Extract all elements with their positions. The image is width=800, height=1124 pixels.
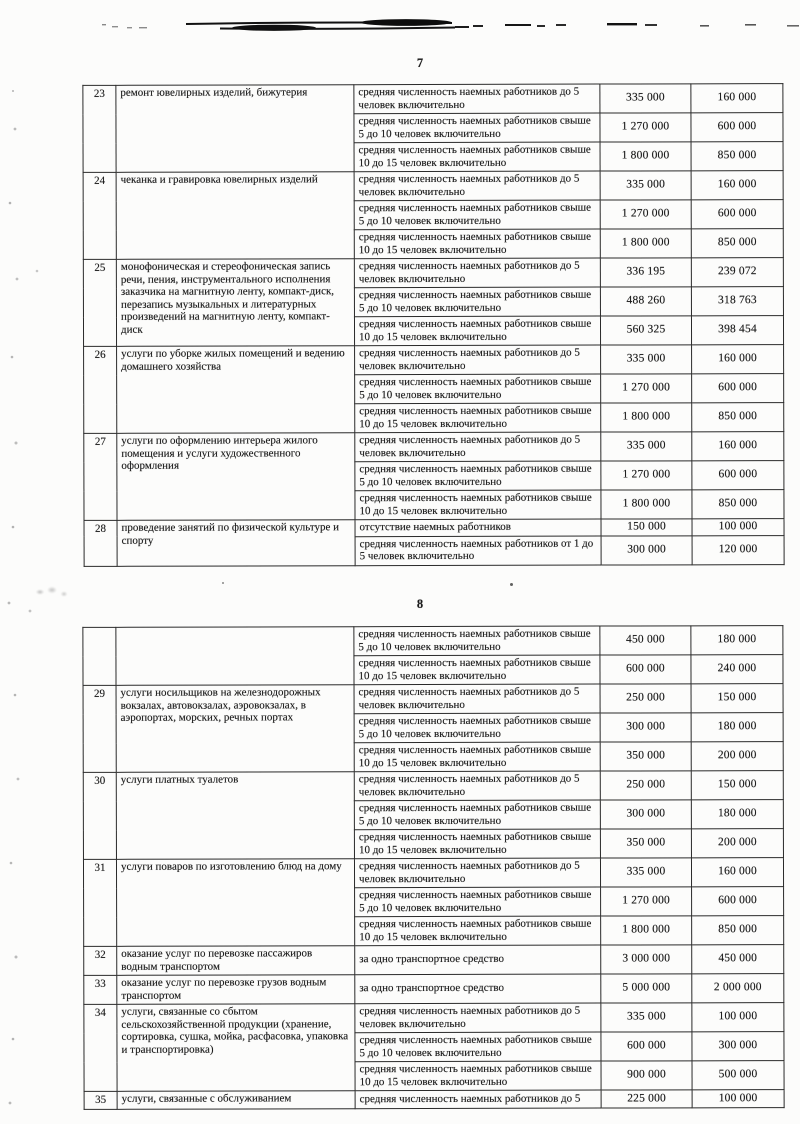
row-number-cell: 35 xyxy=(84,1091,117,1109)
amount-2-cell: 160 000 xyxy=(692,432,784,461)
amount-2-cell: 450 000 xyxy=(692,945,784,974)
amount-2-cell: 239 072 xyxy=(691,258,783,287)
amount-2-cell: 850 000 xyxy=(691,142,783,171)
employee-count-condition-cell: средняя численность наемных работников свыше 10 до 15 человек включительно xyxy=(355,490,601,520)
table-row xyxy=(84,1090,784,1109)
amount-1-cell: 600 000 xyxy=(601,1032,692,1061)
amount-1-cell: 335 000 xyxy=(601,1003,692,1032)
amount-2-cell: 850 000 xyxy=(691,229,783,258)
amount-1-cell: 488 260 xyxy=(600,287,691,316)
employee-count-condition-cell: средняя численность наемных работников свыше 5 до 10 человек включительно xyxy=(355,374,601,404)
amount-1-cell: 336 195 xyxy=(600,258,691,287)
amount-1-cell: 350 000 xyxy=(600,742,691,771)
employee-count-condition-cell: средняя численность наемных работников свыше 5 до 10 человек включительно xyxy=(354,800,600,830)
employee-count-condition-cell: средняя численность наемных работников свыше 10 до 15 человек включительно xyxy=(354,316,600,346)
amount-2-cell: 600 000 xyxy=(691,200,783,229)
employee-count-condition-cell: средняя численность наемных работников свыше 5 до 10 человек включительно xyxy=(355,1032,601,1062)
row-number-cell: 34 xyxy=(84,1004,117,1091)
table-row xyxy=(83,171,783,202)
table-row xyxy=(84,1003,784,1034)
amount-2-cell: 850 000 xyxy=(692,403,784,432)
service-description-cell: ремонт ювелирных изделий, бижутерия xyxy=(116,85,354,173)
service-description-cell: монофоническая и стереофоническая запись речи, пения, инструментального исполнения заказчика на магнитную ленту, компакт-диск, перезапись музыкальных и литературных произведений на магнитную ленту, компакт-диск xyxy=(116,259,354,347)
page-8-block xyxy=(83,597,785,1109)
row-number-cell: 25 xyxy=(83,259,116,346)
service-description-cell: услуги по уборке жилых помещений и ведению домашнего хозяйства xyxy=(117,346,355,434)
employee-count-condition-cell: средняя численность наемных работников от 1 до 5 человек включительно xyxy=(355,536,601,566)
employee-count-condition-cell: средняя численность наемных работников до 5 человек включительно xyxy=(354,258,600,288)
amount-1-cell: 1 270 000 xyxy=(601,461,692,490)
table-row xyxy=(83,858,783,889)
service-description-cell: оказание услуг по перевозке грузов водным транспортом xyxy=(117,975,355,1005)
page-number: 7 xyxy=(416,56,424,70)
amount-2-cell: 160 000 xyxy=(691,858,783,887)
service-description-cell: услуги, связанные с обслуживанием xyxy=(117,1091,355,1109)
employee-count-condition-cell: средняя численность наемных работников до 5 человек включительно xyxy=(354,171,600,201)
row-number-cell: 23 xyxy=(83,85,116,172)
employee-count-condition-cell: средняя численность наемных работников до 5 человек включительно xyxy=(355,345,601,375)
amount-1-cell: 335 000 xyxy=(601,432,692,461)
employee-count-condition-cell: средняя численность наемных работников свыше 10 до 15 человек включительно xyxy=(354,742,600,772)
employee-count-condition-cell: средняя численность наемных работников свыше 10 до 15 человек включительно xyxy=(354,229,600,259)
amount-1-cell: 300 000 xyxy=(601,535,692,564)
service-description-cell: услуги, связанные со сбытом сельскохозяйственной продукции (хранение, сортировка, сушка, мойка, расфасовка, упаковка и транспортировка) xyxy=(117,1004,355,1092)
scan-noise-left-margin xyxy=(12,90,14,92)
service-description-cell: услуги платных туалетов xyxy=(116,772,354,860)
employee-count-condition-cell: средняя численность наемных работников до 5 xyxy=(355,1090,601,1108)
scan-artifact-smear xyxy=(0,0,800,50)
employee-count-condition-cell: средняя численность наемных работников свыше 5 до 10 человек включительно xyxy=(354,713,600,743)
amount-2-cell: 160 000 xyxy=(691,171,783,200)
employee-count-condition-cell: средняя численность наемных работников свыше 5 до 10 человек включительно xyxy=(355,461,601,491)
employee-count-condition-cell: средняя численность наемных работников свыше 10 до 15 человек включительно xyxy=(355,1061,601,1091)
employee-count-condition-cell: средняя численность наемных работников свыше 5 до 10 человек включительно xyxy=(354,287,600,317)
employee-count-condition-cell: средняя численность наемных работников свыше 5 до 10 человек включительно xyxy=(354,113,600,143)
row-number-cell: 24 xyxy=(83,172,116,259)
row-number-cell xyxy=(83,627,116,685)
amount-2-cell: 600 000 xyxy=(692,374,784,403)
amount-2-cell: 2 000 000 xyxy=(692,974,784,1003)
amount-2-cell: 318 763 xyxy=(691,287,783,316)
amount-1-cell: 5 000 000 xyxy=(601,974,692,1003)
amount-1-cell: 1 800 000 xyxy=(601,916,692,945)
service-description-cell: услуги носильщиков на железнодорожных вокзалах, автовокзалах, аэровокзалах, в аэропортах, морских, речных портах xyxy=(116,685,354,773)
amount-1-cell: 335 000 xyxy=(600,171,691,200)
amount-1-cell: 335 000 xyxy=(600,84,691,113)
employee-count-condition-cell: за одно транспортное средство xyxy=(355,945,601,975)
amount-1-cell: 560 325 xyxy=(600,316,691,345)
table-row xyxy=(83,84,783,115)
amount-1-cell: 1 800 000 xyxy=(600,229,691,258)
amount-1-cell: 3 000 000 xyxy=(601,945,692,974)
service-description-cell: услуги поваров по изготовлению блюд на дому xyxy=(116,859,354,947)
amount-2-cell: 180 000 xyxy=(691,626,783,655)
amount-2-cell: 850 000 xyxy=(692,490,784,519)
amount-1-cell: 225 000 xyxy=(601,1090,692,1108)
employee-count-condition-cell: средняя численность наемных работников свыше 5 до 10 человек включительно xyxy=(355,887,601,917)
page-number: 8 xyxy=(416,597,424,611)
table-row xyxy=(83,626,783,657)
amount-2-cell: 160 000 xyxy=(692,345,784,374)
amount-1-cell: 1 270 000 xyxy=(601,887,692,916)
table-row xyxy=(84,345,784,376)
service-description-cell: оказание услуг по перевозке пассажиров водным транспортом xyxy=(117,946,355,976)
amount-2-cell: 120 000 xyxy=(692,535,784,564)
amount-1-cell: 250 000 xyxy=(600,771,691,800)
amount-1-cell: 300 000 xyxy=(600,800,691,829)
tariff-table-page-8 xyxy=(82,625,784,1109)
employee-count-condition-cell: средняя численность наемных работников свыше 10 до 15 человек включительно xyxy=(354,655,600,685)
amount-2-cell: 600 000 xyxy=(692,887,784,916)
row-number-cell: 29 xyxy=(83,685,116,772)
row-number-cell: 30 xyxy=(83,772,116,859)
table-row xyxy=(83,771,783,802)
table-row xyxy=(83,684,783,715)
amount-2-cell: 850 000 xyxy=(692,916,784,945)
row-number-cell: 26 xyxy=(84,346,117,433)
amount-1-cell: 1 800 000 xyxy=(601,490,692,519)
amount-2-cell: 100 000 xyxy=(692,1090,784,1108)
employee-count-condition-cell: средняя численность наемных работников свыше 10 до 15 человек включительно xyxy=(354,142,600,172)
employee-count-condition-cell: средняя численность наемных работников свыше 5 до 10 человек включительно xyxy=(354,200,600,230)
row-number-cell: 33 xyxy=(84,975,117,1004)
amount-1-cell: 1 270 000 xyxy=(600,200,691,229)
employee-count-condition-cell: средняя численность наемных работников свыше 5 до 10 человек включительно xyxy=(354,626,600,656)
row-number-cell: 27 xyxy=(84,433,117,520)
amount-2-cell: 600 000 xyxy=(691,113,783,142)
employee-count-condition-cell: средняя численность наемных работников до 5 человек включительно xyxy=(355,1003,601,1033)
table-row xyxy=(84,945,784,976)
amount-1-cell: 1 270 000 xyxy=(600,113,691,142)
employee-count-condition-cell: средняя численность наемных работников до 5 человек включительно xyxy=(354,858,600,888)
amount-2-cell: 100 000 xyxy=(692,1003,784,1032)
service-description-cell: проведение занятий по физической культуре и спорту xyxy=(117,520,355,566)
amount-1-cell: 150 000 xyxy=(601,519,692,536)
amount-1-cell: 335 000 xyxy=(600,858,691,887)
service-description-cell: услуги по оформлению интерьера жилого помещения и услуги художественного оформления xyxy=(117,433,355,521)
employee-count-condition-cell: отсутствие наемных работников xyxy=(355,519,601,536)
amount-2-cell: 200 000 xyxy=(691,829,783,858)
employee-count-condition-cell: средняя численность наемных работников до 5 человек включительно xyxy=(354,771,600,801)
row-number-cell: 31 xyxy=(83,859,116,946)
amount-2-cell: 160 000 xyxy=(691,84,783,113)
amount-2-cell: 100 000 xyxy=(692,519,784,536)
employee-count-condition-cell: средняя численность наемных работников до 5 человек включительно xyxy=(355,432,601,462)
row-number-cell: 28 xyxy=(84,520,117,566)
service-description-cell xyxy=(116,627,354,686)
employee-count-condition-cell: за одно транспортное средство xyxy=(355,974,601,1004)
amount-1-cell: 300 000 xyxy=(600,713,691,742)
employee-count-condition-cell: средняя численность наемных работников до 5 человек включительно xyxy=(354,684,600,714)
row-number-cell: 32 xyxy=(84,946,117,975)
table-row xyxy=(83,258,783,289)
amount-2-cell: 240 000 xyxy=(691,655,783,684)
stray-dot xyxy=(222,582,224,584)
amount-2-cell: 150 000 xyxy=(691,684,783,713)
employee-count-condition-cell: средняя численность наемных работников свыше 10 до 15 человек включительно xyxy=(355,403,601,433)
amount-1-cell: 335 000 xyxy=(601,345,692,374)
table-row xyxy=(84,519,784,537)
amount-2-cell: 200 000 xyxy=(691,742,783,771)
amount-2-cell: 600 000 xyxy=(692,461,784,490)
employee-count-condition-cell: средняя численность наемных работников свыше 10 до 15 человек включительно xyxy=(354,829,600,859)
margin-smudge xyxy=(32,584,70,599)
amount-2-cell: 500 000 xyxy=(692,1061,784,1090)
service-description-cell: чеканка и гравировка ювелирных изделий xyxy=(116,172,354,260)
stray-dot xyxy=(510,583,513,586)
tariff-table-page-7 xyxy=(82,83,784,566)
amount-1-cell: 1 800 000 xyxy=(600,142,691,171)
amount-1-cell: 250 000 xyxy=(600,684,691,713)
table-row xyxy=(84,974,784,1005)
page-7-block xyxy=(83,56,785,566)
amount-2-cell: 180 000 xyxy=(691,713,783,742)
amount-2-cell: 180 000 xyxy=(691,800,783,829)
amount-2-cell: 300 000 xyxy=(692,1032,784,1061)
amount-2-cell: 398 454 xyxy=(691,316,783,345)
employee-count-condition-cell: средняя численность наемных работников до 5 человек включительно xyxy=(354,84,600,114)
amount-1-cell: 350 000 xyxy=(600,829,691,858)
employee-count-condition-cell: средняя численность наемных работников свыше 10 до 15 человек включительно xyxy=(355,916,601,946)
amount-1-cell: 900 000 xyxy=(601,1061,692,1090)
table-row xyxy=(84,432,784,463)
amount-1-cell: 600 000 xyxy=(600,655,691,684)
amount-2-cell: 150 000 xyxy=(691,771,783,800)
amount-1-cell: 1 270 000 xyxy=(601,374,692,403)
amount-1-cell: 450 000 xyxy=(600,626,691,655)
amount-1-cell: 1 800 000 xyxy=(601,403,692,432)
